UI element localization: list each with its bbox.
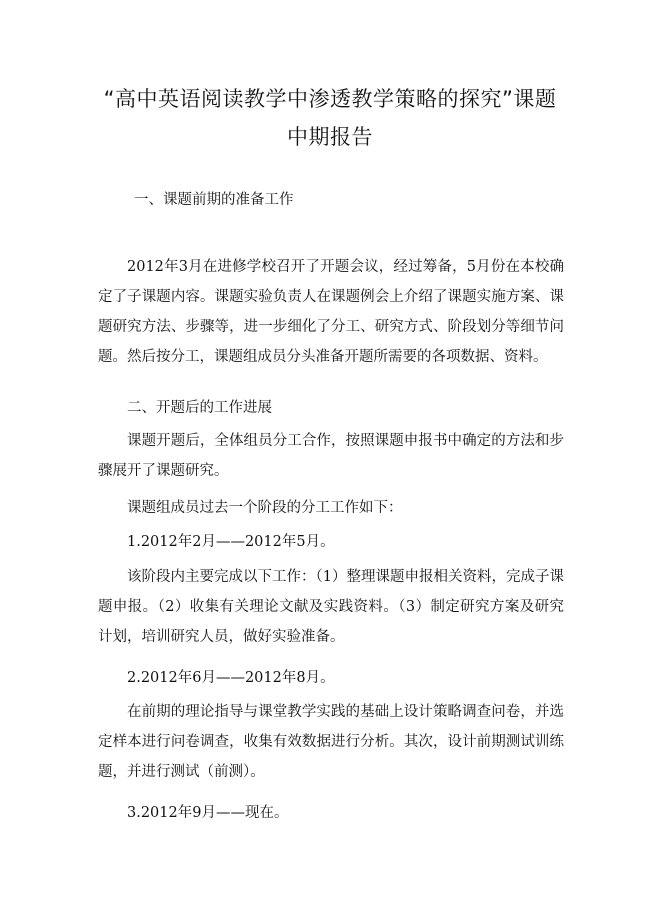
report-title: “高中英语阅读教学中渗透教学策略的探究”课题中期报告 [103, 87, 557, 149]
section-heading-1: 一、课题前期的准备工作 [134, 192, 294, 208]
section-heading-2: 二、开题后的工作进展 [127, 400, 272, 416]
paragraph-progress: 课题开题后，全体组员分工合作，按照课题申报书中确定的方法和步骤展开了课题研究。 [98, 433, 564, 479]
paragraph-division-intro: 课题组成员过去一个阶段的分工工作如下： [127, 500, 403, 516]
phase-3-date: 3.2012年9月——现在。 [127, 805, 289, 821]
phase-1-date: 1.2012年2月——2012年5月。 [127, 534, 335, 550]
phase-2-date: 2.2012年6月——2012年8月。 [127, 670, 335, 686]
paragraph-preparation: 2012年3月在进修学校召开了开题会议，经过筹备，5月份在本校确定了子课题内容。课题实验负责人在课题例会上介绍了课题实施方案、课题研究方法、步骤等，进一步细化了分工、研究方式、阶段划分等细节问题。然后按分工，课题组成员分头准备开题所需要的各项数据、资料。 [98, 259, 564, 365]
phase-1-description: 该阶段内主要完成以下工作：（1）整理课题申报相关资料，完成子课题申报。（2）收集有关理论文献及实践资料。（3）制定研究方案及研究计划，培训研究人员，做好实验准备。 [98, 569, 564, 645]
phase-2-description: 在前期的理论指导与课堂教学实践的基础上设计策略调查问卷，并选定样本进行问卷调查，收集有效数据进行分析。其次，设计前期测试训练题，并进行测试（前测）。 [98, 704, 564, 780]
